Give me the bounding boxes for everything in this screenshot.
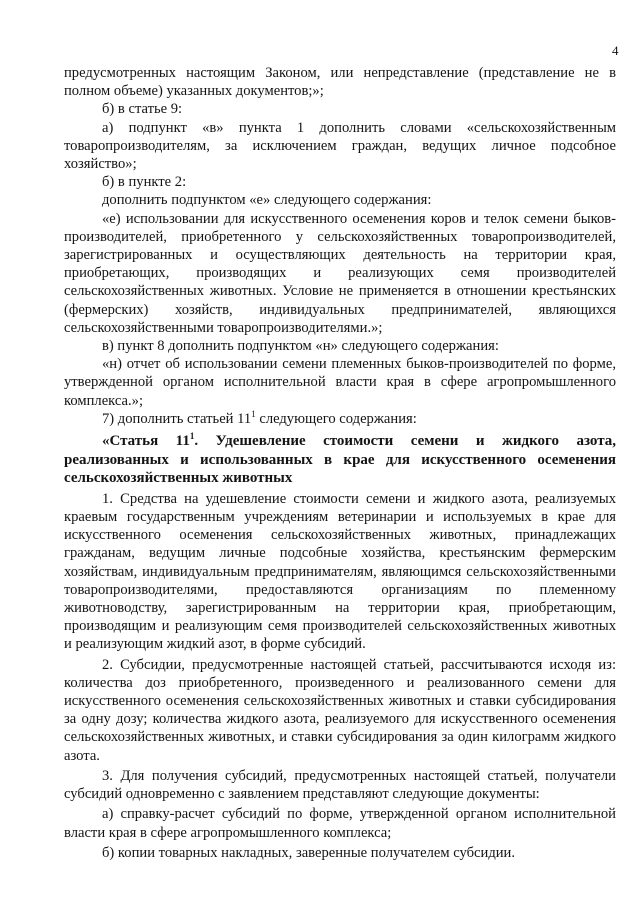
article-heading (64, 432, 616, 488)
paragraph: а) справку-расчет субсидий по форме, утвержденной органом исполнительной власти края в сфере агропромышленного комплекса; (64, 806, 616, 841)
paragraph: «е) использовании для искусственного осеменения коров и телок семени быков-производителей, приобретенного у сельскохозяйственных товаропроизводителей, зарегистрированных и осуществляющих деятельность на территории края, приобретающих, производящих и реализующих семя производителей сельскохозяйственных животных. Условие не применяется в отношении крестьянских (фермерских) хозяйств, индивидуальных предпринимателей, являющихся сельскохозяйственными товаропроизводителями.»; (64, 210, 616, 336)
paragraph: предусмотренных настоящим Законом, или непредставление (представление не в полном объеме) указанных документов;»; (64, 65, 616, 100)
superscript: 1 (189, 431, 195, 442)
paragraph-text: 7) дополнить статьей 11 (102, 410, 252, 427)
paragraph: 2. Субсидии, предусмотренные настоящей статьей, рассчитываются исходя из: количества доз приобретенного, произведенного и реализованного семени для искусственного осеменения сельскохозяйственных животных и ставки субсидирования за одну дозу; количества жидкого азота, реализуемого для искусственного осеменения сельскохозяйственных животных, и ставки субсидирования за один килограмм жидкого азота. (64, 656, 616, 764)
page-number: 4 (612, 43, 619, 58)
heading-text: . Удешевление стоимости семени и жидкого азота, реализованных и использованных в крае для искусственного осеменения сельскохозяйственных животных (64, 433, 616, 487)
paragraph: а) подпункт «в» пункта 1 дополнить словами «сельскохозяйственным товаропроизводителям, за исключением граждан, ведущих личное подсобное хозяйство»; (64, 119, 616, 173)
paragraph: б) копии товарных накладных, заверенные получателем субсидии. (102, 844, 516, 861)
paragraph: 3. Для получения субсидий, предусмотренных настоящей статьей, получатели субсидий одновременно с заявлением представляют следующие документы: (64, 767, 616, 803)
document-body (64, 64, 616, 862)
paragraph: в) пункт 8 дополнить подпунктом «н» следующего содержания: (102, 338, 499, 355)
superscript: 1 (251, 409, 256, 419)
paragraph (64, 410, 616, 428)
paragraph: дополнить подпунктом «е» следующего содержания: (102, 192, 432, 209)
paragraph: б) в пункте 2: (102, 174, 187, 191)
paragraph-text: следующего содержания: (255, 410, 417, 427)
paragraph: б) в статье 9: (102, 101, 183, 118)
paragraph: 1. Средства на удешевление стоимости семени и жидкого азота, реализуемых краевым государственным учреждениям ветеринарии и используемых в крае для искусственного осеменения сельскохозяйственных животных, принадлежащих гражданам, ведущим личные подсобные хозяйства, крестьянским фермерским хозяйствам, индивидуальным предпринимателям, являющимся сельскохозяйственными товаропроизводителями, предоставляются организациям по племенному животноводству, зарегистрированным на территории края, приобретающим, производящим и реализующим семя производителей сельскохозяйственных животных и реализующим жидкий азот, в форме субсидий. (64, 490, 616, 653)
paragraph: «н) отчет об использовании семени племенных быков-производителей по форме, утвержденной органом исполнительной власти края в сфере агропромышленного комплекса.»; (64, 356, 616, 409)
heading-text: «Статья 11 (102, 433, 190, 450)
